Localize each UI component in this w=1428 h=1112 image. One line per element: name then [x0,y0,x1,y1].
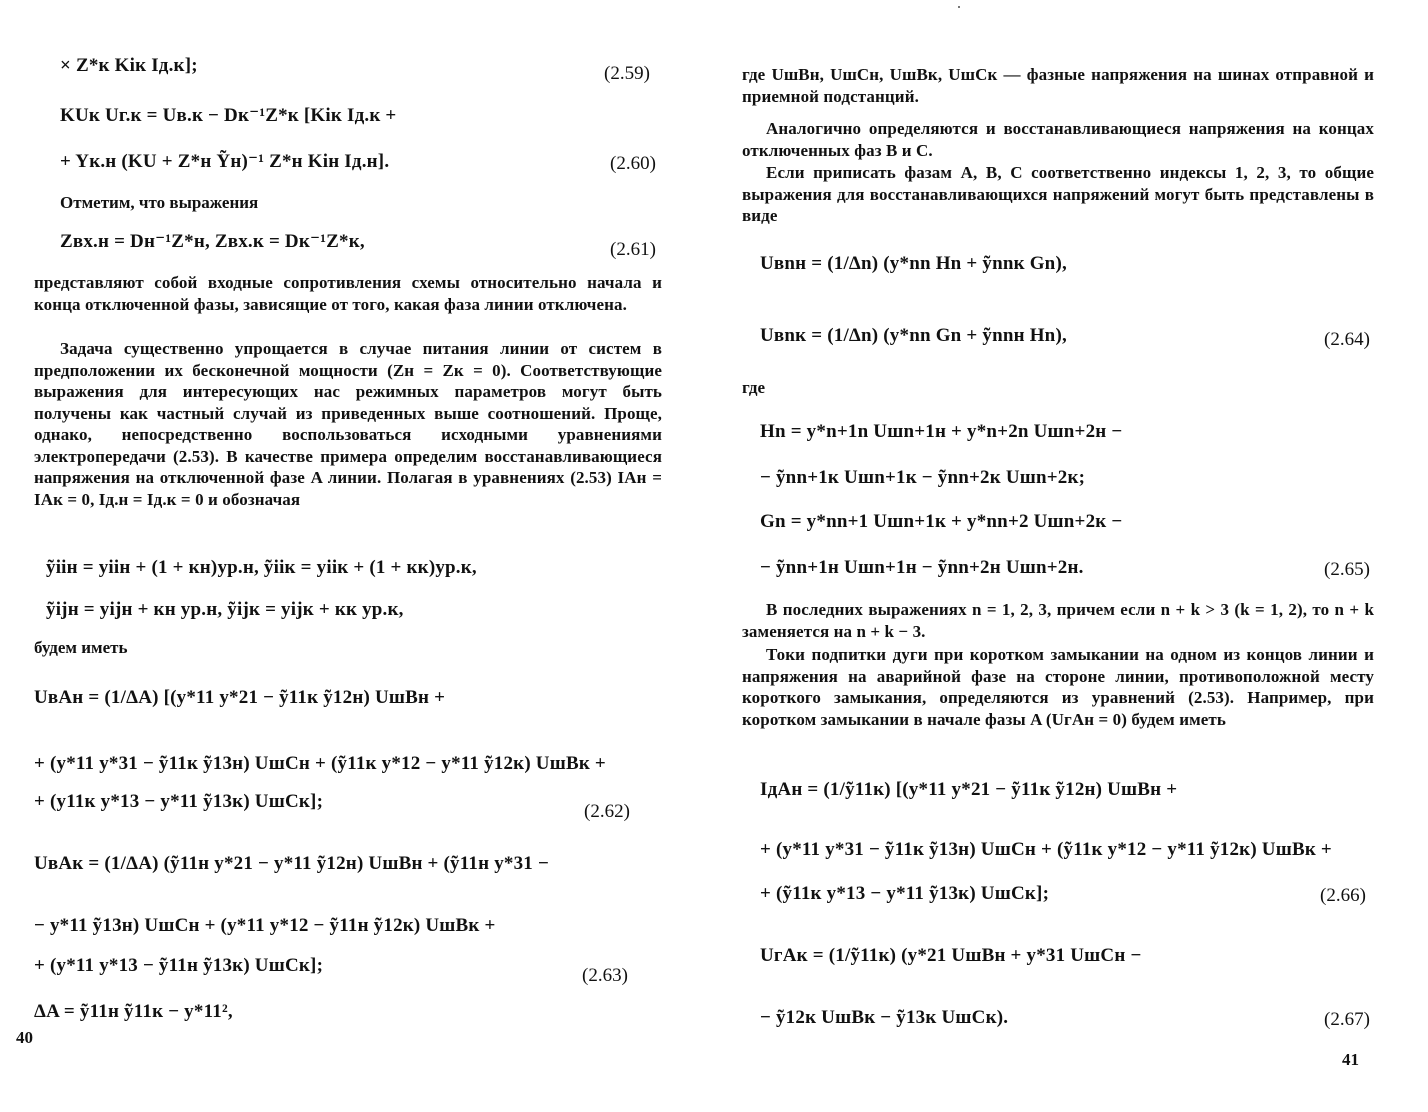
equation-number-2-61: (2.61) [610,239,656,260]
equation-number-2-67: (2.67) [1324,1009,1370,1030]
equation-2-63-line-1: UвAк = (1/ΔA) (ỹ11н y*21 − y*11 ỹ12н) UшBн + (ỹ11н y*31 − [34,853,549,874]
paragraph-phases-b-c: Аналогично определяются и восстанавливающиеся напряжения на концах отключенных фаз B и C. [742,119,1374,160]
equation-delta-a: ΔA = ỹ11н ỹ11к − y*11², [34,1001,233,1022]
text-budem-imet: будем иметь [34,638,128,657]
paragraph-n-values: В последних выражениях n = 1, 2, 3, причем если n + k > 3 (k = 1, 2), то n + k заменяется на n + k − 3. [742,600,1374,641]
equation-2-67-line-2: − ỹ12к UшBк − ỹ13к UшCк). [760,1007,1009,1028]
equation-2-61: Zвх.н = Dн⁻¹Z*н, Zвх.к = Dк⁻¹Z*к, [60,231,365,252]
text-note: Отметим, что выражения [60,193,259,212]
equation-2-66-line-1: IдAн = (1/ỹ11к) [(y*11 y*21 − ỹ11к ỹ12н) UшBн + [760,779,1178,800]
equation-number-2-66: (2.66) [1320,885,1366,906]
page-number-left: 40 [16,1028,33,1047]
equation-y-tilde-line-2: ỹijн = yijн + кн yр.н, ỹijк = yijк + кк yр.к, [46,599,404,620]
equation-2-62-line-1: UвAн = (1/ΔA) [(y*11 y*21 − ỹ11к ỹ12н) UшBн + [34,687,446,708]
equation-number-2-63: (2.63) [582,965,628,986]
paragraph-input-impedances: представляют собой входные сопротивления схемы относительно начала и конца отключенной фазы, зависящие от того, какая фаза линии отключена. [34,273,662,314]
equation-2-62-line-3: + (y11к y*13 − y*11 ỹ13к) UшCк]; [34,791,324,812]
right-page [714,0,1428,1112]
left-page [0,0,700,1112]
equation-number-2-65: (2.65) [1324,559,1370,580]
equation-2-63-line-3: + (y*11 y*13 − ỹ11н ỹ13к) UшCк]; [34,955,324,976]
equation-2-64-line-2: Uвnк = (1/Δn) (y*nn Gn + ỹnnн Hn), [760,325,1067,346]
equation-2-67-line-1: UгAк = (1/ỹ11к) (y*21 UшBн + y*31 UшCн − [760,945,1142,966]
equation-2-63-line-2: − y*11 ỹ13н) UшCн + (y*11 y*12 − ỹ11н ỹ12к) UшBк + [34,915,496,936]
equation-2-65-line-4: − ỹnn+1н Uшn+1н − ỹnn+2н Uшn+2н. [760,557,1084,578]
equation-2-59-line-1: × Z*к Kiк Iд.к]; [60,55,198,76]
text-gde: где [742,378,766,397]
equation-2-65-line-2: − ỹnn+1к Uшn+1к − ỹnn+2к Uшn+2к; [760,467,1086,488]
paragraph-phase-indices: Если приписать фазам A, B, C соответственно индексы 1, 2, 3, то общие выражения для восстанавливающихся напряжений могут быть представлены в виде [742,163,1374,225]
equation-2-66-line-2: + (y*11 y*31 − ỹ11к ỹ13н) UшCн + (ỹ11к y*12 − y*11 ỹ12к) UшBк + [760,839,1332,860]
equation-number-2-64: (2.64) [1324,329,1370,350]
equation-2-60-line-1: KUк Uг.к = Uв.к − Dк⁻¹Z*к [Kiк Iд.к + [60,105,397,126]
equation-2-64-line-1: Uвnн = (1/Δn) (y*nn Hn + ỹnnк Gn), [760,253,1067,274]
paragraph-infinite-power: Задача существенно упрощается в случае питания линии от систем в предположении их бесконечной мощности (Zн = Zк = 0). Соответствующие выражения для интересующих нас режимных параметров могут быть получены как частный случай из приведенных выше соотношений. Проще, однако, непосредственно воспользоваться исходными уравнениями электропередачи (2.53). В качестве примера определим восстанавливающиеся напряжения на отключенной фазе A линии. Полагая в уравнениях (2.53) IAн = IAк = 0, Iд.н = Iд.к = 0 и обозначая [34,339,662,509]
equation-number-2-62: (2.62) [584,801,630,822]
equation-y-tilde-line-1: ỹiiн = yiiн + (1 + кн)yр.н, ỹiiк = yiiк + (1 + кк)yр.к, [46,557,477,578]
equation-2-65-line-3: Gn = y*nn+1 Uшn+1к + y*nn+2 Uшn+2к − [760,511,1123,532]
equation-number-2-60: (2.60) [610,153,656,174]
paragraph-bus-voltages: где UшBн, UшCн, UшBк, UшCк — фазные напряжения на шинах отправной и приемной подстанций. [742,65,1374,106]
equation-number-2-59: (2.59) [604,63,650,84]
paragraph-arc-currents: Токи подпитки дуги при коротком замыкании на одном из концов линии и напряжения на аварийной фазе на стороне линии, противоположной месту короткого замыкания, определяются из уравнений (2.53). Например, при коротком замыкании в начале фазы A (UгAн = 0) будем иметь [742,645,1374,729]
equation-2-60-line-2: + Yк.н (KU + Z*н Ỹн)⁻¹ Z*н Kiн Iд.н]. [60,151,390,172]
equation-2-62-line-2: + (y*11 y*31 − ỹ11к ỹ13н) UшCн + (ỹ11к y*12 − y*11 ỹ12к) UшBк + [34,753,606,774]
scan-speck [958,6,960,8]
equation-2-66-line-3: + (ỹ11к y*13 − y*11 ỹ13к) UшCк]; [760,883,1050,904]
equation-2-65-line-1: Hn = y*n+1n Uшn+1н + y*n+2n Uшn+2н − [760,421,1123,442]
page-number-right: 41 [1342,1050,1359,1069]
